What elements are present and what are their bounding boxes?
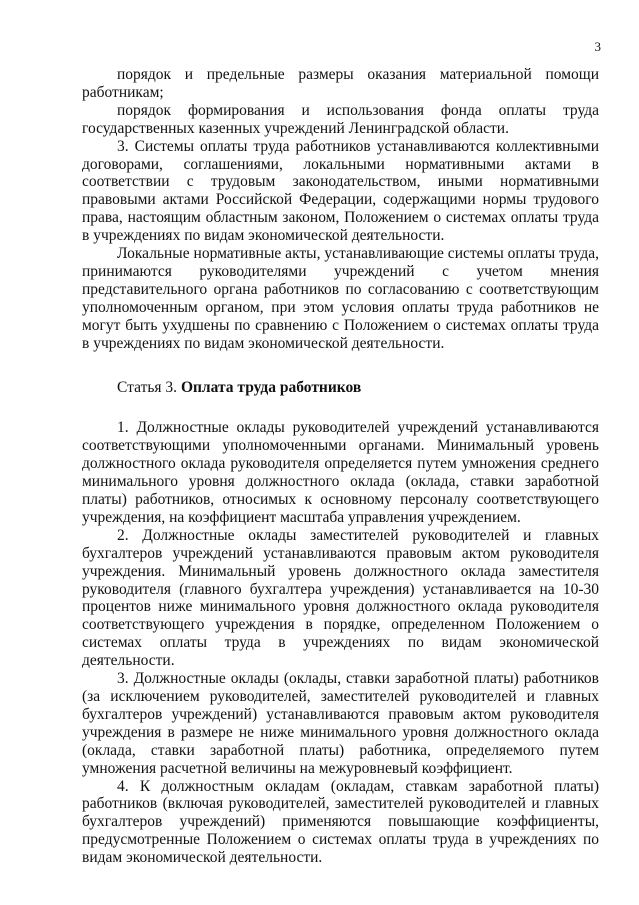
article-heading [82,379,599,397]
paragraph: порядок формирования и использования фонда оплаты труда государственных казенных учреждений Ленинградской области. [82,101,599,137]
article-title: Оплата труда работников [180,378,362,396]
paragraph: порядок и предельные размеры оказания материальной помощи работникам; [82,66,599,101]
paragraph: 2. Должностные оклады заместителей руководителей и главных бухгалтеров учреждений устанавливаются правовым актом руководителя учреждения. Минимальный уровень должностного оклада заместителя руководителя (главного бухгалтера учреждения) устанавливается на 10-30 процентов ниже минимального уровня должностного оклада руководителя соответствующего учреждения в порядке, определенном Положением о системах оплаты труда в учреждениях по видам экономической деятельности. [82,526,599,670]
paragraph: 4. К должностным окладам (окладам, ставкам заработной платы) работников (включая руководителей, заместителей руководителей и главных бухгалтеров учреждений) применяются повышающие коэффициенты, предусмотренные Положением о системах оплаты труда в учреждениях по видам экономической деятельности. [82,777,599,867]
page-number: 3 [594,39,601,54]
article-prefix: Статья 3. [117,378,178,396]
document-content [82,66,599,867]
paragraph: 3. Должностные оклады (оклады, ставки заработной платы) работников (за исключением руководителей, заместителей руководителей и главных бухгалтеров учреждений) устанавливаются правовым актом руководителя учреждения в размере не ниже минимального уровня должностного оклада (оклада, ставки заработной платы) работника, определяемого путем умножения расчетной величины на межуровневый коэффициент. [82,670,599,777]
paragraph: Локальные нормативные акты, устанавливающие системы оплаты труда, принимаются руководителями учреждений с учетом мнения представительного органа работников по согласованию с соответствующим уполномоченным органом, при этом условия оплаты труда работников не могут быть ухудшены по сравнению с Положением о системах оплаты труда в учреждениях по видам экономической деятельности. [82,245,599,352]
paragraph: 3. Системы оплаты труда работников устанавливаются коллективными договорами, соглашениями, локальными нормативными актами в соответствии с трудовым законодательством, иными нормативными правовыми актами Российской Федерации, содержащими нормы трудового права, настоящим областным законом, Положением о системах оплаты труда в учреждениях по видам экономической деятельности. [82,137,599,245]
paragraph: 1. Должностные оклады руководителей учреждений устанавливаются соответствующими уполномоченными органами. Минимальный уровень должностного оклада руководителя определяется путем умножения среднего минимального уровня должностного оклада (оклада, ставки заработной платы) работников, относимых к основному персоналу соответствующего учреждения, на коэффициент масштаба управления учреждением. [82,419,599,526]
